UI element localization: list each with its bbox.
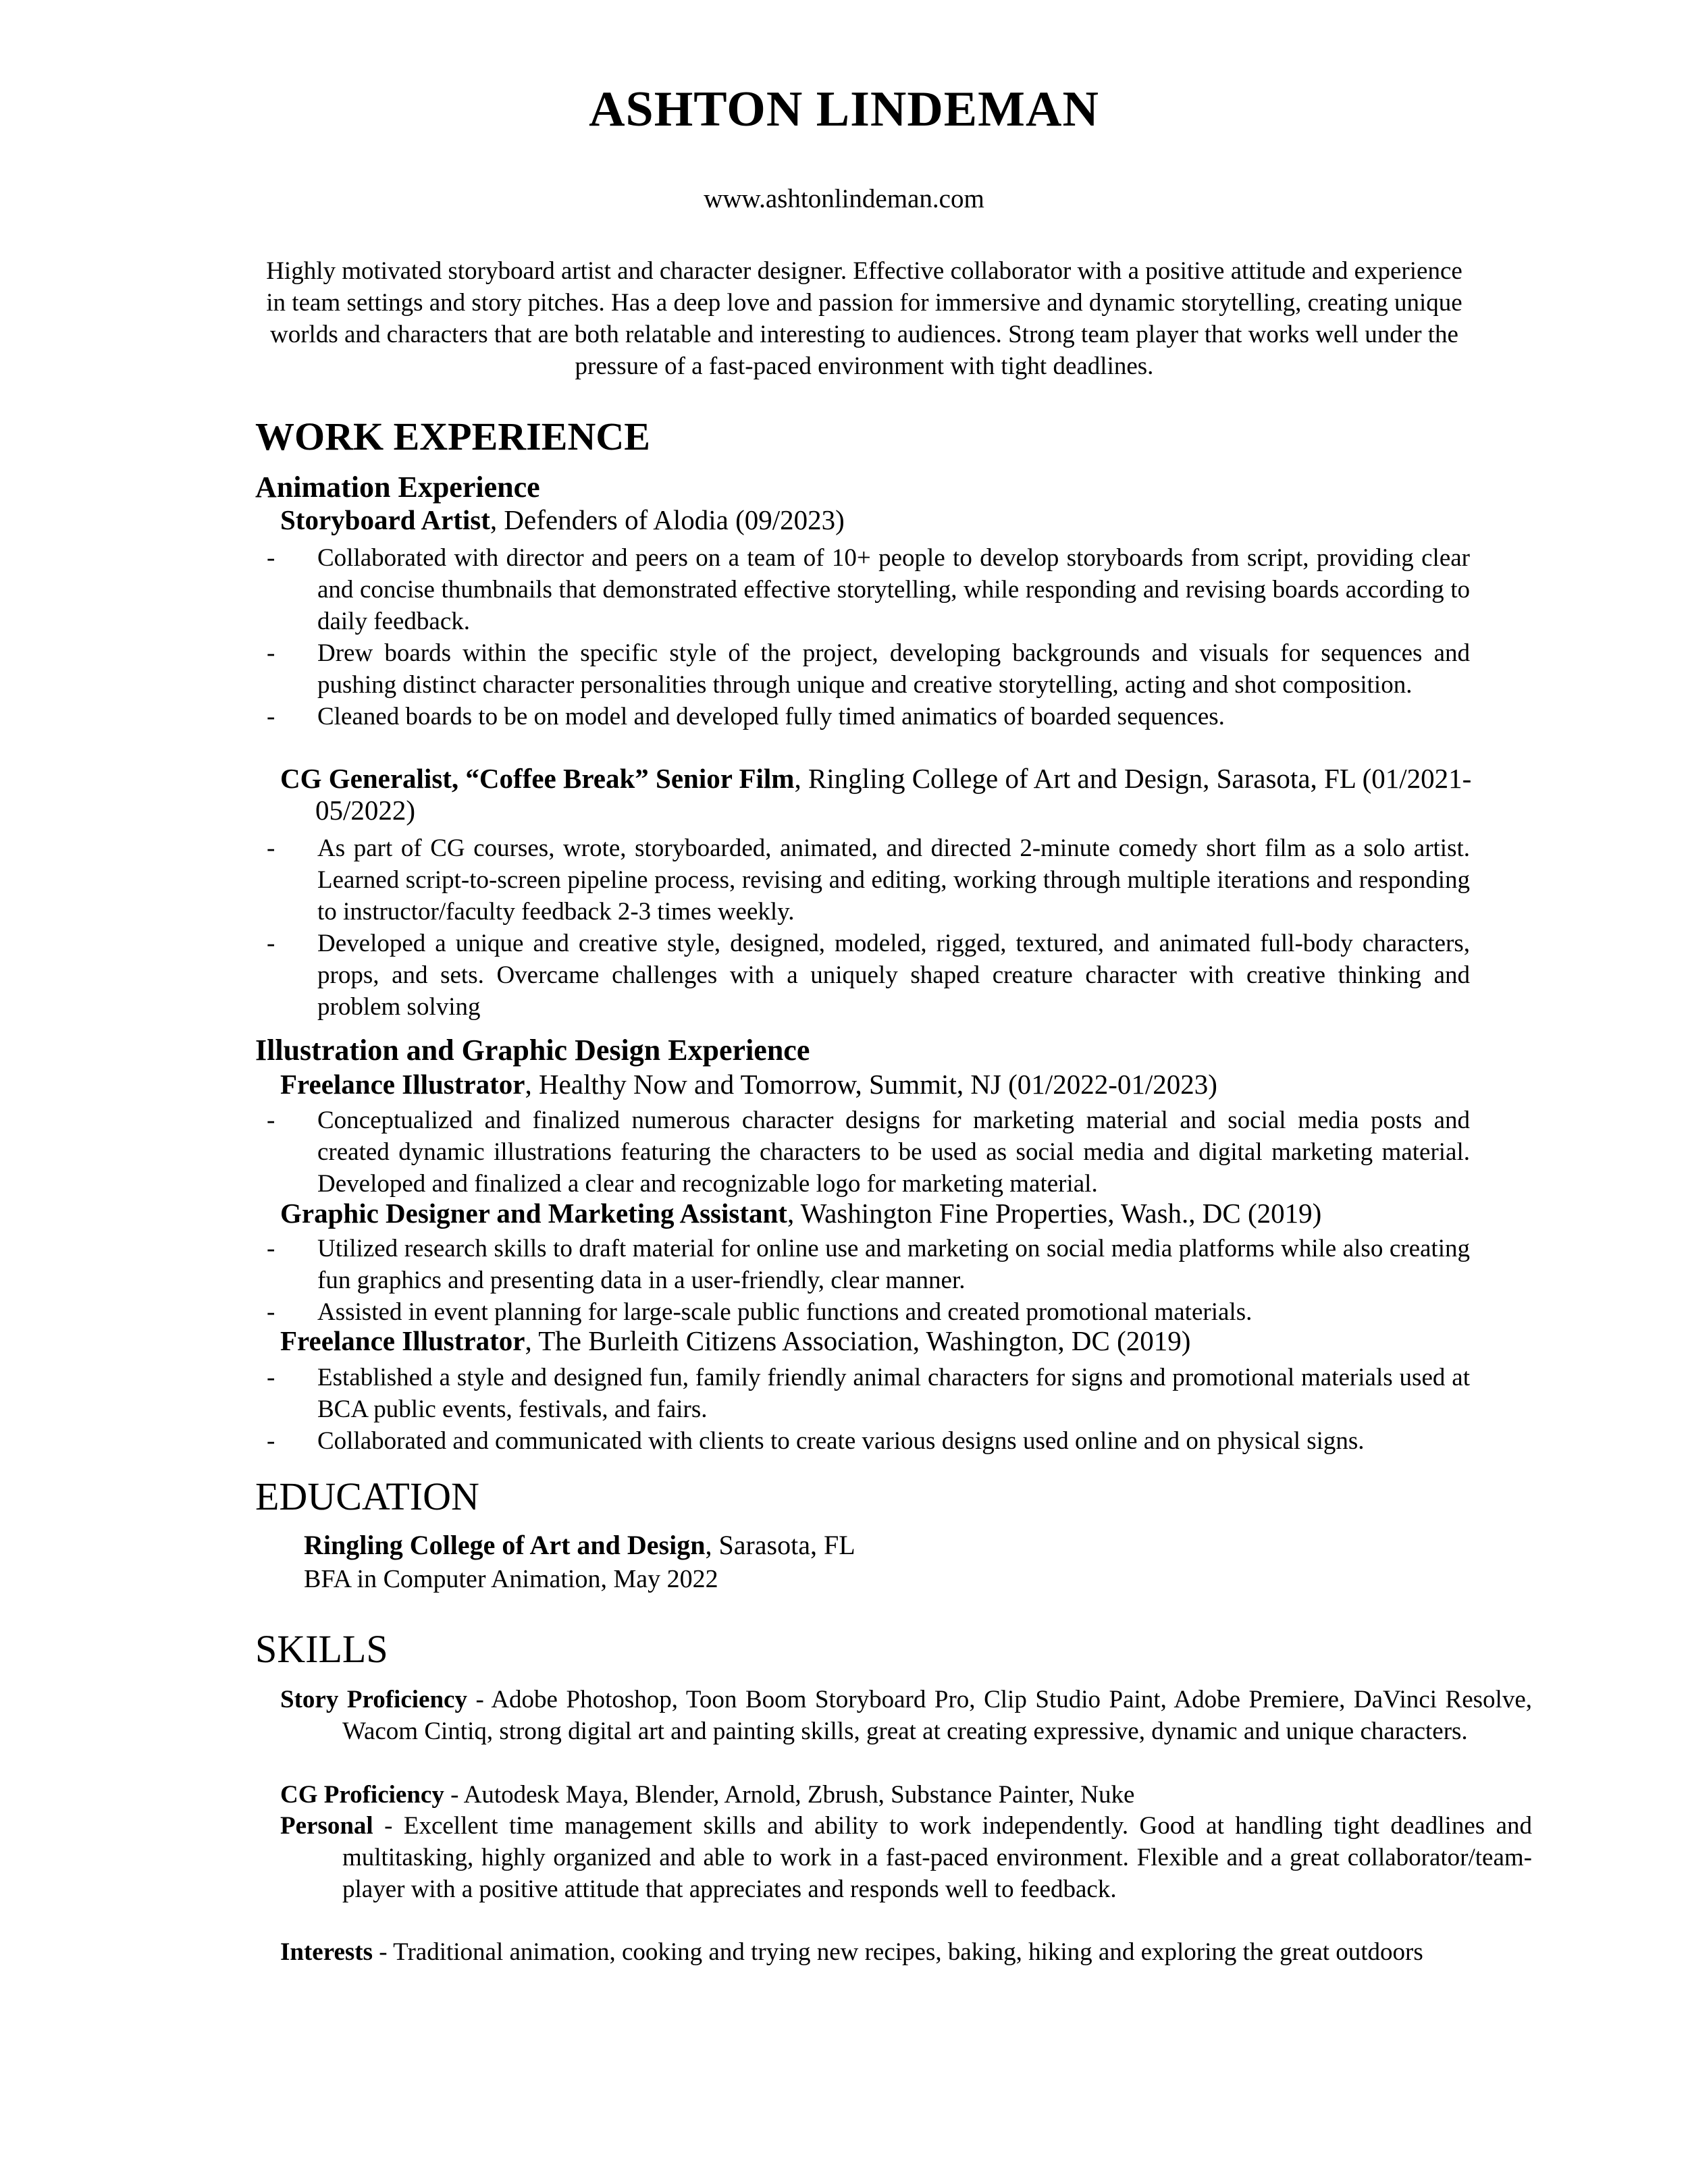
education-degree: BFA in Computer Animation, May 2022	[304, 1565, 718, 1593]
skill-text: - Autodesk Maya, Blender, Arnold, Zbrush, Substance Painter, Nuke	[444, 1781, 1135, 1809]
job-details: , Healthy Now and Tomorrow, Summit, NJ (01/2022-01/2023)	[525, 1069, 1217, 1100]
bullet-dash: -	[267, 1298, 275, 1326]
skill-label: CG Proficiency	[280, 1781, 444, 1809]
job-details: , The Burleith Citizens Association, Washington, DC (2019)	[525, 1325, 1191, 1356]
job-entry-freelance-illustrator-hnt	[280, 1069, 1510, 1100]
job-bullets-freelance-illustrator-bca	[267, 1362, 1470, 1457]
bullet-item	[267, 1362, 1470, 1425]
bullet-text: Conceptualized and finalized numerous character designs for marketing material and social media posts and created dynamic illustrations featuring the characters to be used as social media and digital marketing material. Developed and finalized a clear and recognizable logo for marketing material.	[317, 1107, 1470, 1198]
bullet-item	[267, 1296, 1470, 1328]
animation-experience-heading: Animation Experience	[255, 471, 540, 504]
school-name: Ringling College of Art and Design	[304, 1530, 706, 1560]
skill-text: - Adobe Photoshop, Toon Boom Storyboard Pro, Clip Studio Paint, Adobe Premiere, DaVinci Resolve, Wacom Cintiq, strong digital art and painting skills, great at creating expressive, dynamic and unique characters.	[342, 1686, 1533, 1745]
skill-text: - Excellent time management skills and ability to work independently. Good at handling tight deadlines and multitasking, highly organized and able to work in a fast-paced environment. Flexible and a great collaborator/team-player with a positive attitude that appreciates and responds well to feedback.	[342, 1812, 1532, 1903]
job-role: CG Generalist, “Coffee Break” Senior Film	[280, 763, 795, 794]
bullet-text: Cleaned boards to be on model and developed fully timed animatics of boarded sequences.	[317, 703, 1225, 730]
job-entry-freelance-illustrator-bca	[280, 1325, 1510, 1357]
bullet-item	[267, 1233, 1470, 1296]
job-bullets-graphic-designer	[267, 1233, 1470, 1328]
job-details: , Washington Fine Properties, Wash., DC (2019)	[787, 1198, 1322, 1229]
education-school-line	[304, 1529, 855, 1562]
job-role: Graphic Designer and Marketing Assistant	[280, 1198, 787, 1229]
bullet-text: Utilized research skills to draft material for online use and marketing on social media platforms while also creating fun graphics and presenting data in a user-friendly, clear manner.	[317, 1235, 1470, 1294]
bullet-dash: -	[267, 1427, 275, 1455]
bullet-text: Established a style and designed fun, family friendly animal characters for signs and promotional materials used at BCA public events, festivals, and fairs.	[317, 1364, 1470, 1423]
skill-label: Personal	[280, 1812, 373, 1840]
bullet-dash: -	[267, 834, 275, 862]
skill-personal	[280, 1810, 1532, 1905]
bullet-text: Developed a unique and creative style, designed, modeled, rigged, textured, and animated full-body characters, props, and sets. Overcame challenges with a uniquely shaped creature character with creative thinking and problem solving	[317, 930, 1470, 1021]
bullet-item	[267, 701, 1470, 733]
bullet-dash: -	[267, 703, 275, 730]
job-entry-storyboard-artist	[280, 504, 1510, 536]
skill-cg-proficiency	[280, 1779, 1532, 1811]
bullet-text: Collaborated and communicated with clients to create various designs used online and on physical signs.	[317, 1427, 1365, 1455]
illustration-experience-heading: Illustration and Graphic Design Experience	[255, 1034, 810, 1067]
bullet-item	[267, 1425, 1470, 1457]
bullet-text: As part of CG courses, wrote, storyboarded, animated, and directed 2-minute comedy short film as a solo artist. Learned script-to-screen pipeline process, revising and editing, working through multiple iterations and responding to instructor/faculty feedback 2-3 times weekly.	[317, 834, 1470, 926]
work-experience-heading: WORK EXPERIENCE	[255, 415, 650, 458]
bullet-dash: -	[267, 1364, 275, 1391]
skill-interests	[280, 1936, 1532, 1968]
skill-text: - Traditional animation, cooking and trying new recipes, baking, hiking and exploring the great outdoors	[373, 1938, 1423, 1966]
profile-summary: Highly motivated storyboard artist and character designer. Effective collaborator with a positive attitude and experience in team settings and story pitches. Has a deep love and passion for immersive and dynamic storytelling, creating unique worlds and characters that are both relatable and interesting to audiences. Strong team player that works well under the pressure of a fast-paced environment with tight deadlines.	[266, 257, 1462, 380]
skill-label: Story Proficiency	[280, 1686, 467, 1713]
bullet-text: Drew boards within the specific style of the project, developing backgrounds and visuals for sequences and pushing distinct character personalities through unique and creative storytelling, acting and shot composition.	[317, 639, 1470, 699]
education-heading: EDUCATION	[255, 1474, 479, 1518]
school-location: , Sarasota, FL	[705, 1530, 855, 1560]
job-details: , Ringling College of Art and Design, Sarasota, FL (01/2021-05/2022)	[315, 763, 1472, 826]
skills-heading: SKILLS	[255, 1627, 388, 1671]
job-entry-graphic-designer	[280, 1198, 1510, 1229]
job-role: Storyboard Artist	[280, 504, 490, 535]
job-role: Freelance Illustrator	[280, 1325, 525, 1356]
resume-name: ASHTON LINDEMAN	[589, 82, 1099, 137]
job-bullets-cg-generalist	[267, 832, 1470, 1023]
bullet-item	[267, 928, 1470, 1023]
bullet-dash: -	[267, 639, 275, 667]
bullet-dash: -	[267, 1107, 275, 1134]
job-details: , Defenders of Alodia (09/2023)	[490, 504, 845, 535]
bullet-item	[267, 1104, 1470, 1200]
job-role: Freelance Illustrator	[280, 1069, 525, 1100]
bullet-text: Collaborated with director and peers on a team of 10+ people to develop storyboards from script, providing clear and concise thumbnails that demonstrated effective storytelling, while responding and revising boards according to daily feedback.	[317, 544, 1470, 635]
skill-label: Interests	[280, 1938, 373, 1966]
bullet-dash: -	[267, 1235, 275, 1262]
bullet-text: Assisted in event planning for large-scale public functions and created promotional materials.	[317, 1298, 1252, 1326]
website-url: www.ashtonlindeman.com	[704, 184, 984, 213]
bullet-dash: -	[267, 930, 275, 957]
bullet-item	[267, 637, 1470, 701]
bullet-item	[267, 542, 1470, 637]
job-bullets-storyboard-artist	[267, 542, 1470, 733]
bullet-dash: -	[267, 544, 275, 572]
bullet-item	[267, 832, 1470, 928]
job-bullets-freelance-illustrator-hnt	[267, 1104, 1470, 1200]
job-entry-cg-generalist	[280, 763, 1510, 826]
skill-story-proficiency	[280, 1684, 1532, 1747]
